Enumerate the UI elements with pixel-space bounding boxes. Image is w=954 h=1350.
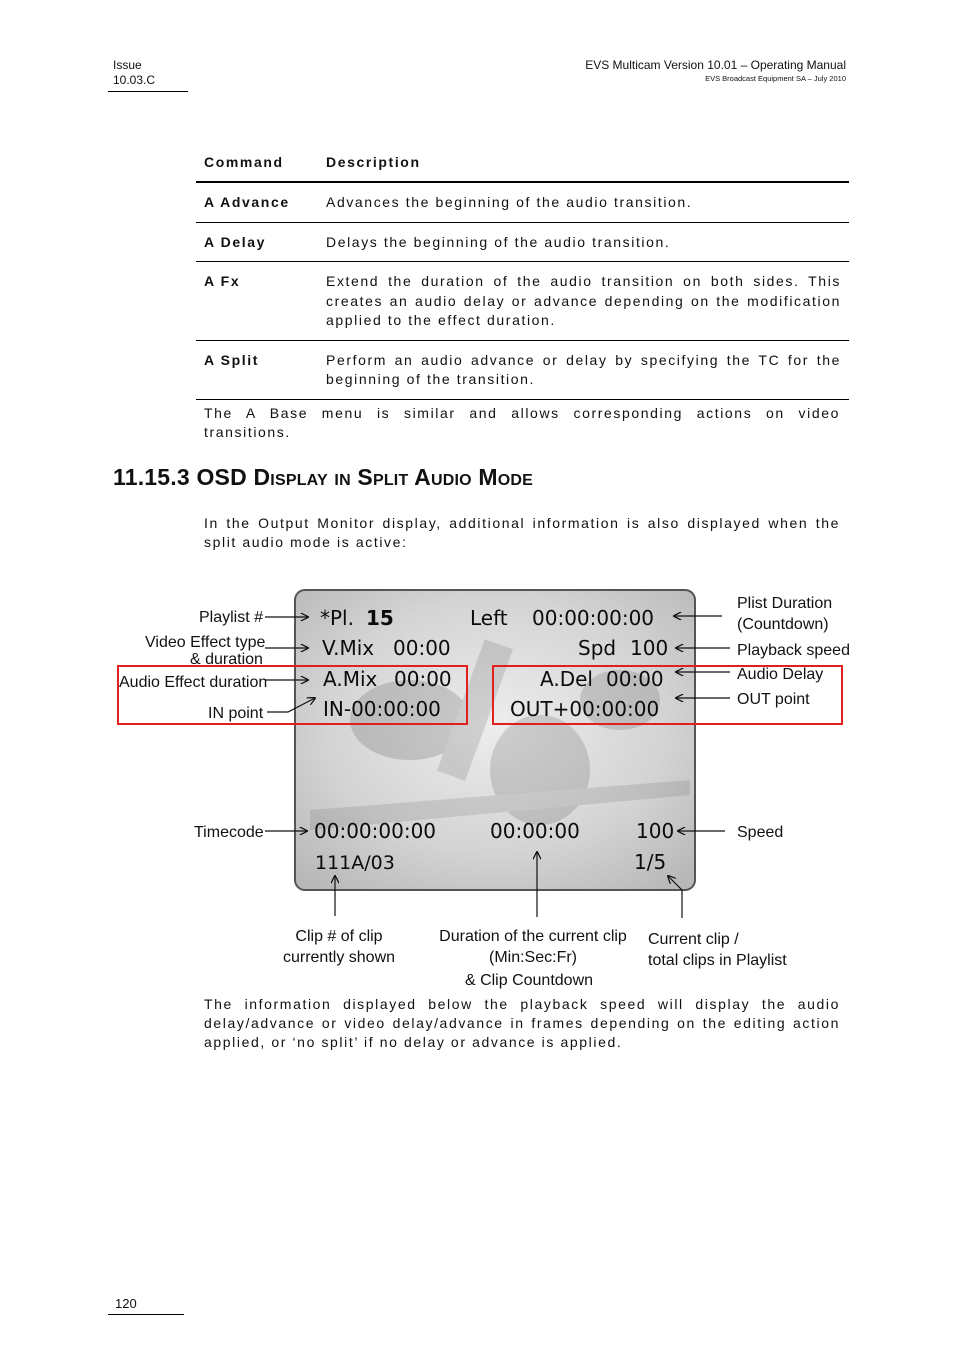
command-cell: A Fx [204,273,241,289]
label-playback-speed: Playback speed [737,642,850,659]
osd-vmix-label: V.Mix [322,636,375,660]
description-cell: Perform an audio advance or delay by specifying the TC for the beginning of the transition. [326,351,841,387]
document-title: EVS Multicam Version 10.01 – Operating Manual [585,58,846,72]
issue-block [113,58,155,88]
label-current-clip-1: Current clip / [648,931,739,948]
footer-rule [108,1314,184,1315]
osd-in-value: IN-00:00:00 [323,697,441,721]
osd-clip: 111A/03 [315,852,395,874]
section-heading [113,464,533,491]
description-cell: Delays the beginning of the audio transition. [326,233,671,250]
section-number: 11.15.3 [113,464,190,490]
base-menu-paragraph: The A Base menu is similar and allows corresponding actions on video transitions. [204,405,840,440]
osd-vmix-value: 00:00 [393,636,451,660]
osd-timecode: 00:00:00:00 [314,819,437,843]
label-duration-1: Duration of the current clip [439,928,627,945]
label-duration-2: (Min:Sec:Fr) [489,949,577,966]
info-paragraph: The information displayed below the playback speed will display the audio delay/advance or video delay/advance in frames depending on the editing action applied, or ‘no split’ if no delay or advance is applied. [204,996,840,1050]
osd-amix-value: 00:00 [394,667,452,691]
table-header-row [196,143,849,182]
label-timecode: Timecode [194,824,264,841]
monitor-screen [295,590,695,890]
label-out-point: OUT point [737,691,810,708]
issue-number: 10.03.C [113,73,156,87]
label-clip-shown-2: currently shown [282,949,396,966]
osd-left-label: Left [470,606,508,630]
osd-spd-label: Spd [578,636,617,660]
label-audio-effect: Audio Effect duration [119,674,268,691]
osd-duration: 00:00:00 [490,819,580,843]
section-title: OSD Display in Split Audio Mode [196,464,533,490]
header-rule [108,91,188,92]
osd-left-value: 00:00:00:00 [532,606,655,630]
osd-pl-value: 15 [366,606,394,630]
label-video-effect-1: Video Effect type [145,634,266,651]
label-plist-duration-2: (Countdown) [737,616,829,633]
column-header-command: Command [204,154,284,170]
osd-pl-label: *Pl. [320,606,354,630]
label-playlist: Playlist # [199,609,264,626]
issue-label: Issue [113,58,142,72]
command-cell: A Split [204,351,260,368]
label-clip-shown-1: Clip # of clip [295,928,383,945]
command-cell: A Delay [204,233,267,250]
label-current-clip-2: total clips in Playlist [648,952,787,969]
table-row [196,262,849,341]
label-audio-delay: Audio Delay [737,666,824,683]
command-table [196,143,849,400]
description-cell: Advances the beginning of the audio transition. [326,194,693,210]
osd-clip-index: 1/5 [634,850,667,874]
osd-spd-value: 100 [630,636,669,660]
table-row [196,182,849,222]
table-row [196,222,849,262]
osd-figure [110,580,850,990]
osd-amix-label: A.Mix [323,667,378,691]
label-video-effect-2: & duration [190,651,263,668]
label-speed: Speed [737,824,784,841]
command-cell: A Advance [204,194,290,210]
label-in-point: IN point [208,705,264,722]
table-row [196,340,849,399]
osd-adel-label: A.Del [540,667,593,691]
description-cell: Extend the duration of the audio transition on both sides. This creates an audio delay or advance depending on the modification applied to the effect duration. [326,273,841,328]
document-subtitle: EVS Broadcast Equipment SA – July 2010 [705,74,846,83]
column-header-description: Description [326,154,421,170]
label-plist-duration-1: Plist Duration [737,595,833,612]
osd-out-value: OUT+00:00:00 [510,697,660,721]
label-duration-3: & Clip Countdown [464,972,594,989]
osd-speed: 100 [636,819,675,843]
osd-adel-value: 00:00 [606,667,664,691]
page-number: 120 [115,1296,137,1311]
intro-paragraph: In the Output Monitor display, additional information is also displayed when the split audio mode is active: [204,515,840,550]
